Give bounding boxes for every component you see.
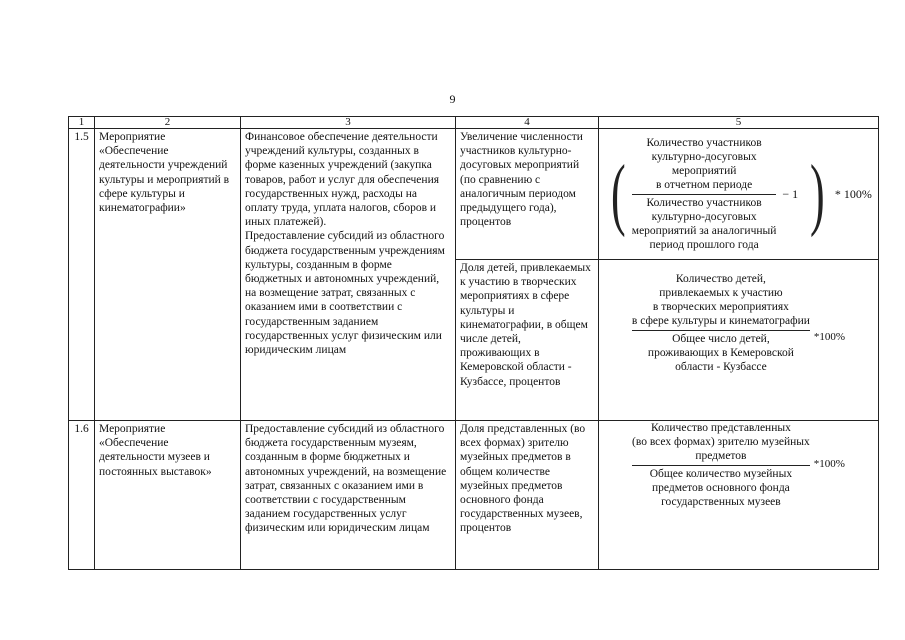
formula-cell	[599, 129, 879, 260]
numerator	[632, 272, 810, 329]
formula	[599, 260, 878, 417]
denominator-line: Общее количество музейных	[649, 468, 793, 480]
left-paren: (	[611, 150, 626, 238]
fraction-rule	[632, 465, 810, 466]
numerator-line: привлекаемых к участию	[659, 287, 783, 299]
numerator	[632, 421, 810, 464]
denominator-line: предметов основного фонда	[652, 482, 790, 494]
fraction	[632, 136, 777, 252]
denominator-line: области - Кузбассе	[675, 361, 767, 373]
numerator-line: (во всех формах) зрителю музейных	[632, 436, 810, 448]
numerator-line: предметов	[695, 450, 747, 462]
denominator	[650, 467, 792, 509]
event-name: Мероприятие «Обеспечение деятельности музеев и постоянных выставок»	[95, 421, 241, 570]
header-row	[69, 117, 879, 129]
denominator-line: Общее число детей,	[672, 333, 770, 345]
formula-cell	[599, 421, 879, 570]
denominator-line: культурно-досуговых	[651, 211, 757, 223]
header-cell: 5	[599, 117, 879, 129]
indicator-name: Увеличение численности участников культурно-досуговых мероприятий (по сравнению с аналогичным периодом предыдущего года), процентов	[456, 129, 599, 260]
multiplier: * 100%	[834, 186, 872, 201]
table-row	[69, 129, 879, 260]
denominator-line: государственных музеев	[661, 496, 781, 508]
denominator-line: период прошлого года	[649, 239, 759, 251]
header-cell: 3	[241, 117, 456, 129]
finance-description	[241, 129, 456, 421]
formula	[599, 129, 878, 259]
multiplier: *100%	[813, 458, 845, 470]
header-cell: 1	[69, 117, 95, 129]
numerator-line: в сфере культуры и кинематографии	[631, 315, 810, 327]
page-number: 9	[449, 92, 456, 106]
header-cell: 4	[456, 117, 599, 129]
header-cell: 2	[95, 117, 241, 129]
denominator	[648, 332, 794, 374]
multiplier: *100%	[813, 331, 846, 343]
denominator-line: проживающих в Кемеровской	[647, 347, 794, 359]
indicator-name: Доля детей, привлекаемых к участию в творческих мероприятиях в сфере культуры и кинематографии, в общем числе детей, проживающих в Кемеровской области - Кузбассе, процентов	[456, 260, 599, 421]
finance-paragraph: Предоставление субсидий из областного бюджета государственным учреждениям культуры, созданным в форме бюджетных и автономных учреждений, на возмещение затрат, связанных с оказанием ими в соответствии с государственным заданием государственных услуг физическим или юридическим лицам	[245, 230, 445, 357]
numerator-line: в творческих мероприятиях	[652, 301, 789, 313]
numerator-line: мероприятий	[671, 165, 737, 177]
numerator-line: Количество детей,	[675, 273, 766, 285]
row-number: 1.5	[69, 129, 95, 421]
numerator-line: Количество участников	[646, 137, 762, 149]
indicator-name: Доля представленных (во всех формах) зрителю музейных предметов в общем количестве музейных предметов основного фонда государственных музеев, процентов	[456, 421, 599, 570]
right-paren: )	[810, 150, 825, 238]
numerator-line: Количество представленных	[650, 422, 791, 434]
row-number: 1.6	[69, 421, 95, 570]
event-name: Мероприятие «Обеспечение деятельности учреждений культуры и мероприятий в сфере культуры и кинематографии»	[95, 129, 241, 421]
denominator	[632, 196, 777, 252]
table-row	[69, 421, 879, 570]
fraction-rule	[632, 194, 777, 195]
denominator-line: мероприятий за аналогичный	[631, 225, 777, 237]
finance-paragraph: Финансовое обеспечение деятельности учреждений культуры, созданных в форме казенных учреждений (закупка товаров, работ и услуг для обеспечения государственных нужд, расходы на оплату труда, уплата налогов, сборов и иных платежей).	[245, 131, 440, 229]
denominator-line: Количество участников	[646, 197, 762, 209]
numerator-line: в отчетном периоде	[655, 179, 753, 191]
fraction	[632, 421, 810, 509]
numerator-line: культурно-досуговых	[651, 151, 757, 163]
minus-one: − 1	[782, 186, 799, 201]
indicators-table	[68, 116, 879, 570]
formula	[599, 421, 878, 509]
finance-description: Предоставление субсидий из областного бюджета государственным музеям, созданным в форме бюджетных и автономных учреждений, на возмещение затрат, связанных с оказанием ими в соответствии с государственным заданием государственных услуг физическим или юридическим лицам	[241, 421, 456, 570]
fraction-rule	[632, 330, 810, 331]
fraction	[632, 272, 810, 374]
formula-cell	[599, 260, 879, 421]
numerator	[647, 136, 762, 193]
